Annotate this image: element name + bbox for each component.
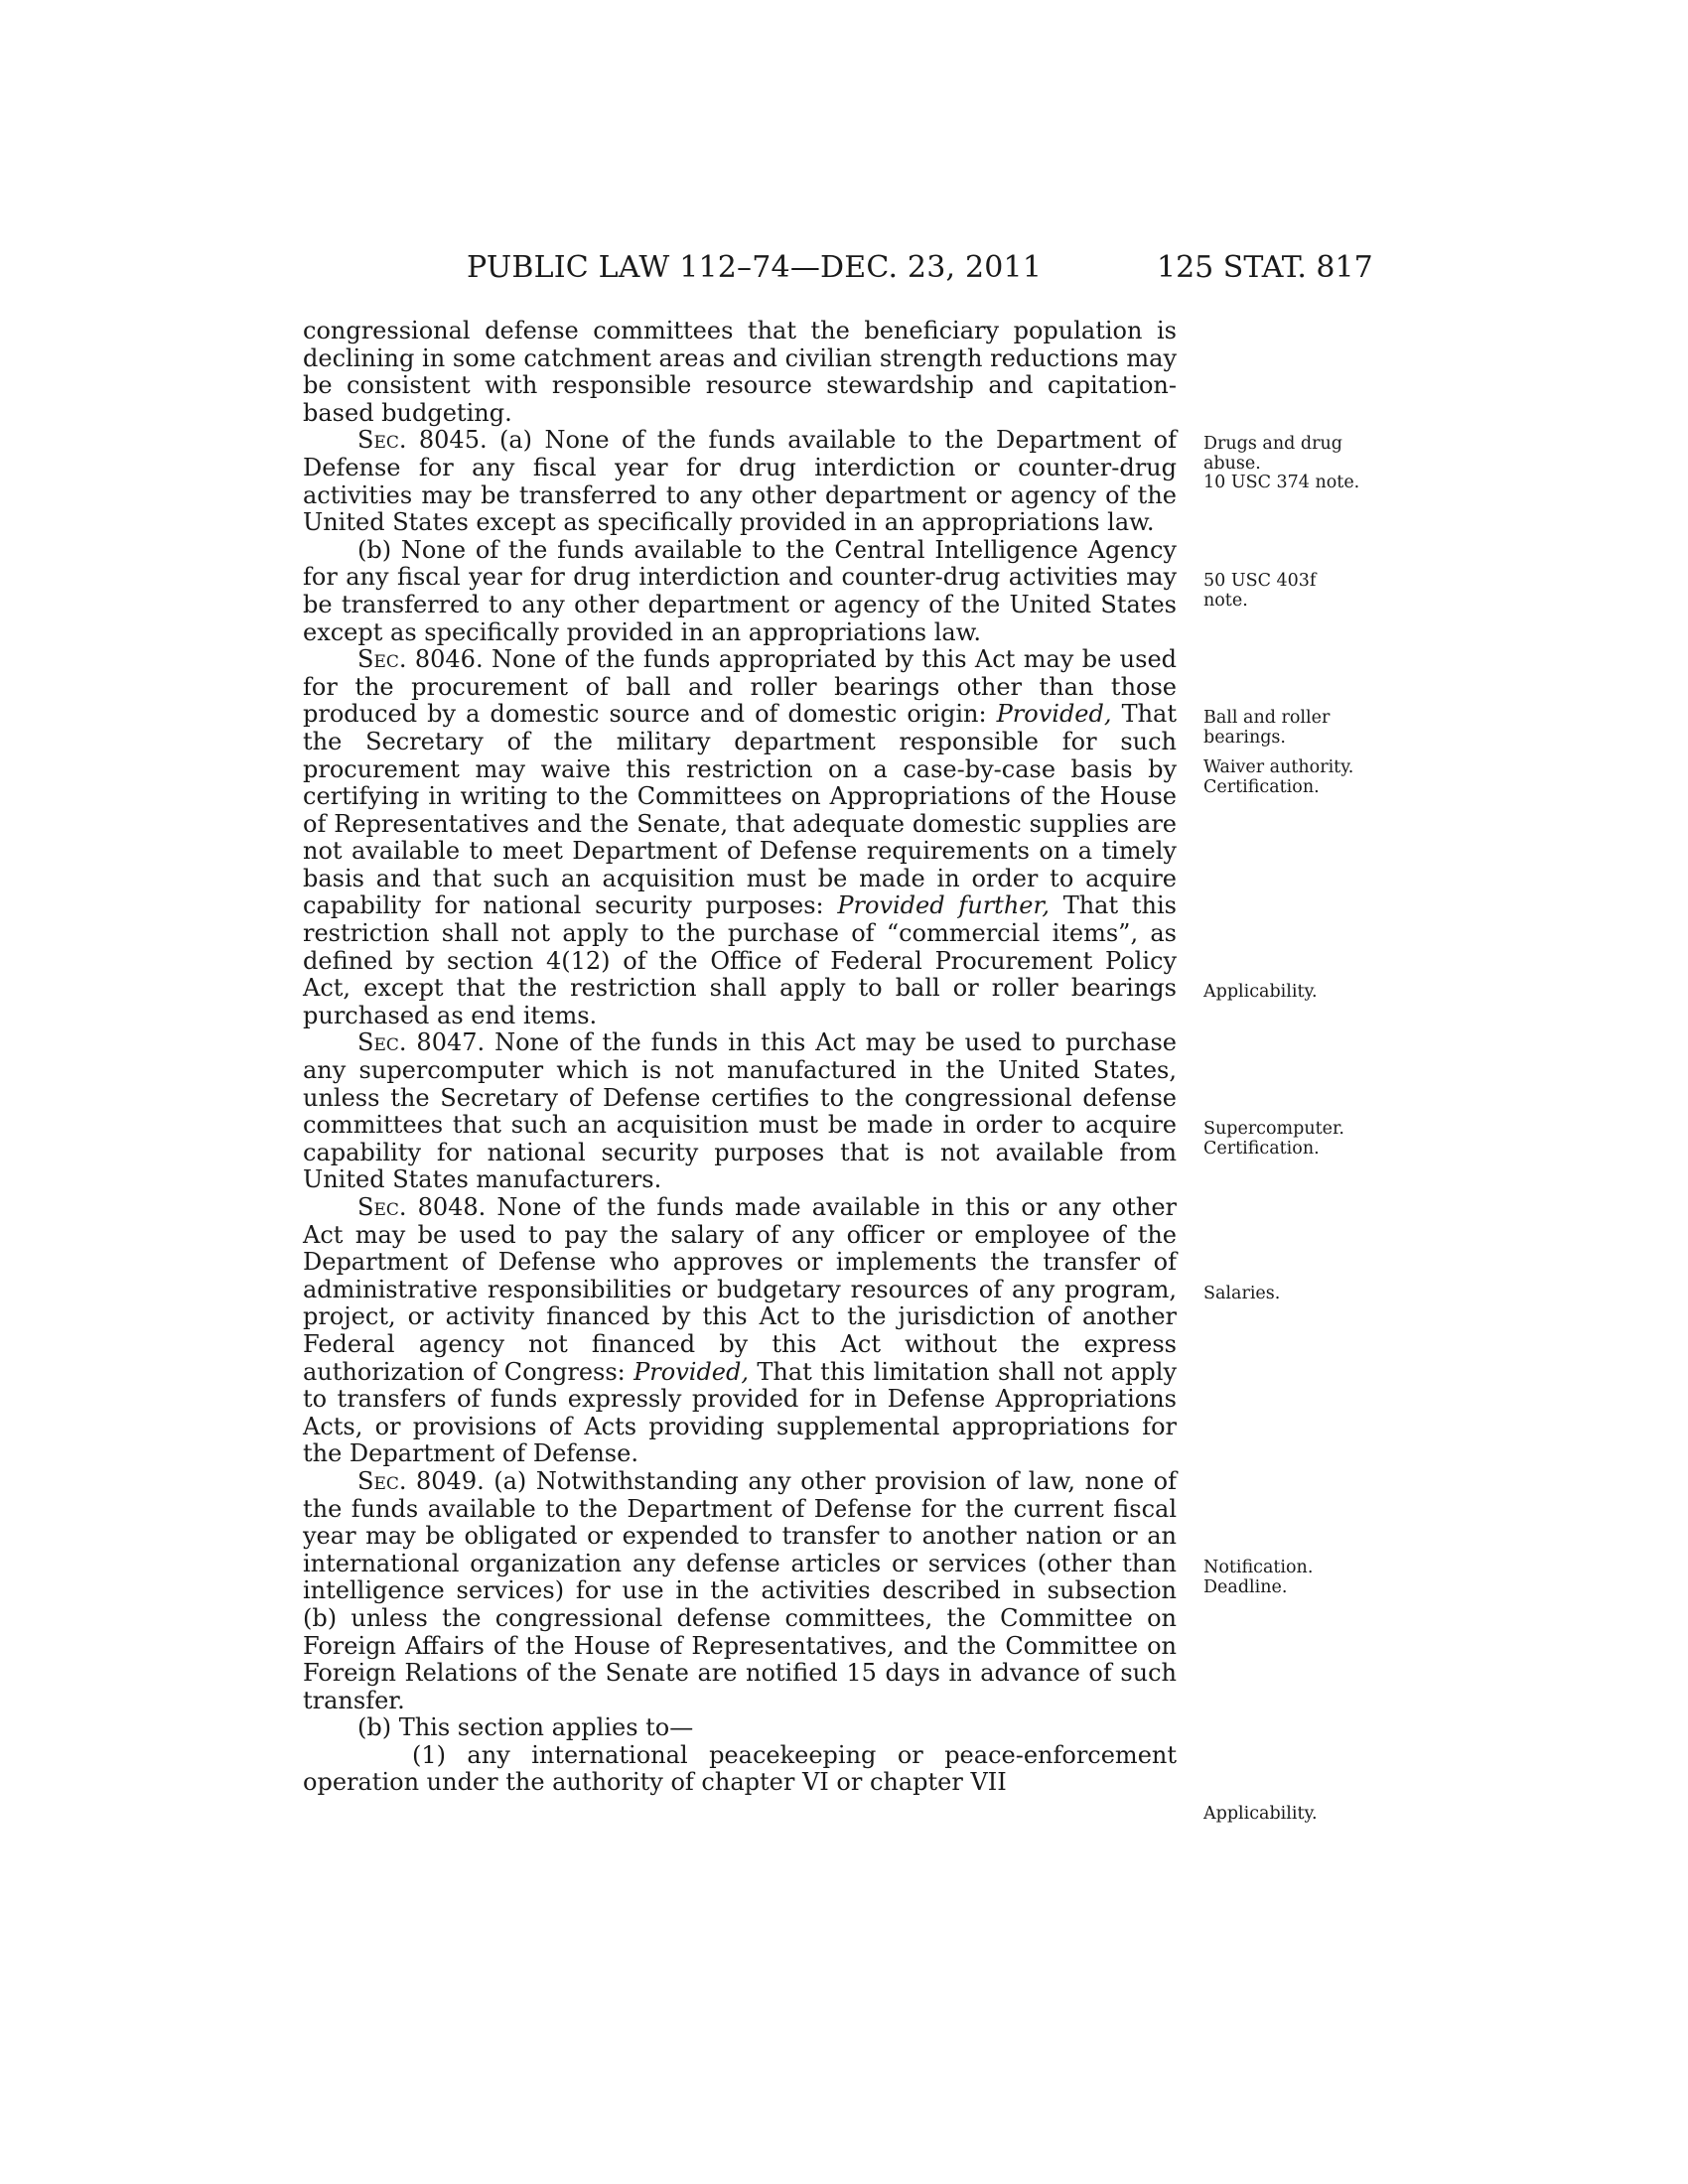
section-8048: Sec. 8048. None of the funds made available in this or any other Act may be used to pay the salary of any officer or employee of the Department of Defense who approves or implements the transfer of administrative responsibilities or budgetary resources of any program, project, or activity financed by this Act to the jurisdiction of another Federal agency not financed by this Act without the express authorization of Congress: Provided, That this limitation shall not apply to transfers of funds expressly provided for in Defense Appropriations Acts, or provisions of Acts providing supplemental appropriations for the Department of Defense. [303,1193,1177,1468]
margin-note-bearings: Ball and roller bearings. [1203,708,1331,748]
section-8047: Sec. 8047. None of the funds in this Act may be used to purchase any supercomputer which is not manufactured in the United States, unless the Secretary of Defense certifies to the congressional defense committees that such an acquisition must be made in order to acquire capability for national security purposes that is not available from United States manufacturers. [303,1028,1177,1194]
section-8046: Sec. 8046. None of the funds appropriated by this Act may be used for the procurement of ball and roller bearings other than those produced by a domestic source and of domestic origin: Provided, That the Secretary of the military department responsible for such procurement may waive this restriction on a case-by-case basis by certifying in writing to the Committees on Appropriations of the House of Representatives and the Senate, that adequate domestic supplies are not available to meet Department of Defense requirements on a timely basis and that such an acquisition must be made in order to acquire capability for national security purposes: Provided further, That this restriction shall not apply to the purchase of “commercial items”, as defined by section 4(12) of the Office of Federal Procurement Policy Act, except that the restriction shall apply to ball or roller bearings purchased as end items. [303,645,1178,1029]
section-label: Sec. 8045. [357,426,488,455]
section-8049-a: Sec. 8049. (a) Notwithstanding any other provision of law, none of the funds available to the Department of Defense for the current fiscal year may be obligated or expended to transfer to another nation or an international organization any defense articles or services (other than intelligence services) for use in the activities described in subsection (b) unless the congressional defense committees, the Committee on Foreign Affairs of the House of Representatives, and the Committee on Foreign Relations of the Senate are notified 15 days in advance of such transfer. [303,1466,1178,1714]
margin-note-waiver: Waiver authority. Certification. [1203,757,1354,797]
section-8045-a: Sec. 8045. (a) None of the funds available to the Department of Defense for any fiscal year for drug interdiction or counter-drug activities may be transferred to any other department or agency of the United States except as specifically provided in an appropriations law. [303,426,1178,537]
header-title: PUBLIC LAW 112–74—DEC. 23, 2011 [467,250,1043,285]
section-8045-b: (b) None of the funds available to the Central Intelligence Agency for any fiscal year for drug interdiction and counter-drug activities may be transferred to any other department or agency of the United States except as specifically provided in an appropriations law. [303,535,1177,646]
running-header [0,250,1688,290]
margin-note-supercomputer: Supercomputer. Certification. [1203,1119,1344,1159]
margin-note-drugs: Drugs and drug abuse. 10 USC 374 note. [1203,434,1360,492]
margin-note-applicability-2: Applicability. [1203,1804,1318,1824]
section-label: Sec. 8046. [357,645,484,674]
section-label: Sec. 8048. [357,1193,487,1221]
margin-note-50usc: 50 USC 403f note. [1203,571,1317,611]
section-label: Sec. 8049. [357,1466,485,1495]
margin-note-applicability-1: Applicability. [1203,982,1318,1002]
paragraph-continuation: congressional defense committees that the beneficiary population is declining in some catchment areas and civilian strength reductions may be consistent with responsible resource stewardship and capitation-based budgeting. [303,317,1177,427]
margin-note-salaries: Salaries. [1203,1284,1281,1303]
main-text [303,318,1177,1797]
margin-note-notification: Notification. Deadline. [1203,1558,1314,1597]
section-8049-b-1: (1) any international peacekeeping or peace-enforcement operation under the authority of chapter VI or chapter VII [303,1740,1177,1797]
header-stat-page: 125 STAT. 817 [1157,250,1373,285]
section-8049-b: (b) This section applies to— [357,1713,694,1742]
section-label: Sec. 8047. [357,1028,486,1057]
